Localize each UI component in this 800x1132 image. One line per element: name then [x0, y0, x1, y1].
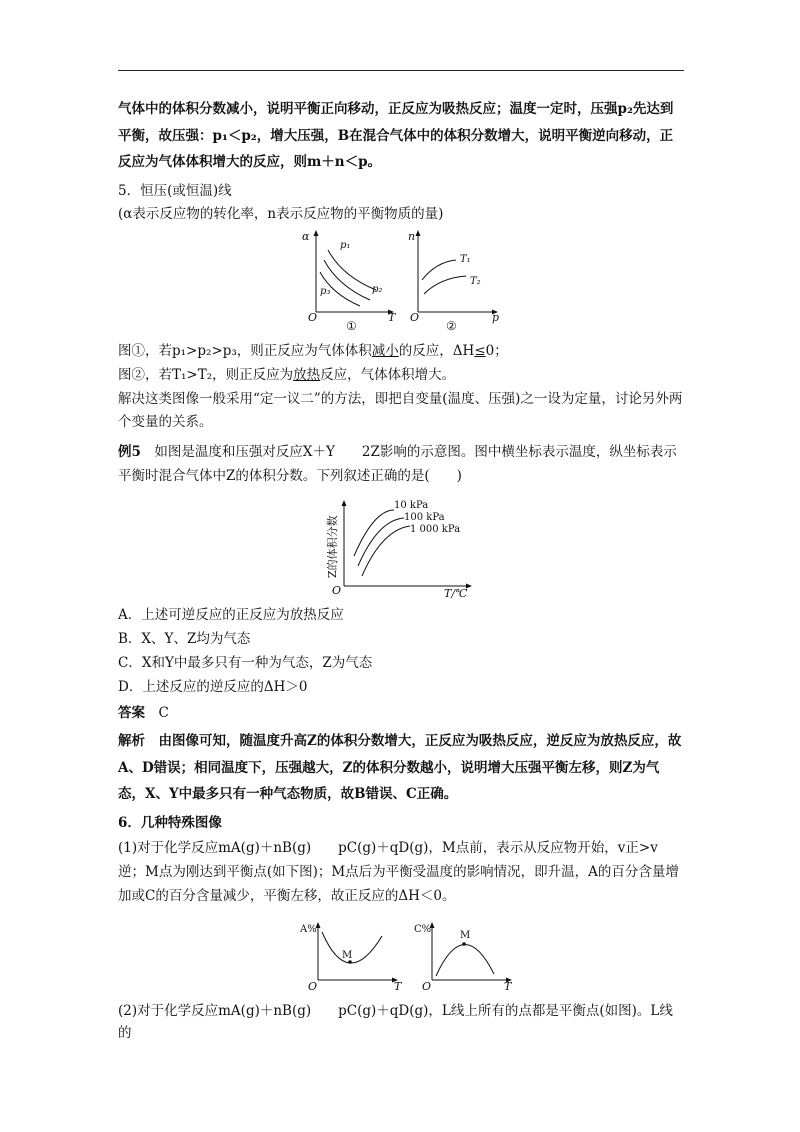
analysis-label: 解析	[118, 733, 145, 749]
fig5-curve	[436, 944, 494, 976]
fig1-y-label: α	[302, 230, 310, 243]
fig1-y-arrow	[314, 230, 319, 236]
fig4-x-label: T	[394, 980, 402, 993]
fig2-caption: ②	[446, 319, 457, 333]
fig1-label-p1: p₁	[340, 240, 351, 251]
fig1-curve-p2	[324, 260, 370, 300]
fig1-caption: ①	[346, 319, 357, 333]
paragraph-top: 气体中的体积分数减小，说明平衡正向移动，正反应为吸热反应；温度一定时，压强p₂先达到平衡，故压强：p₁＜p₂，增大压强，B在混合气体中的体积分数增大，说明平衡逆向移动，正反应为气体体积增大的反应，则m＋n＜p。	[118, 101, 674, 170]
answer-label: 答案	[118, 705, 145, 721]
fig3-label-1000kpa: 1 000 kPa	[410, 524, 461, 535]
fig2-curve-t1	[422, 260, 456, 280]
fig2-y-arrow	[416, 230, 421, 236]
option-c: C．X和Y中最多只有一种为气态，Z为气态	[118, 655, 373, 671]
figure-note-1: 图①，若p₁>p₂>p₃，则正反应为气体体积减小的反应，ΔH≤0；	[118, 343, 508, 359]
option-b: B．X、Y、Z均为气态	[118, 631, 251, 647]
figure-1	[298, 226, 402, 336]
fig3-y-label: Z的体积分数	[326, 515, 339, 578]
analysis-text: 由图像可知，随温度升高Z的体积分数增大，正反应为吸热反应，逆反应为放热反应，故A、D错误；相同温度下，压强越大，Z的体积分数越小，说明增大压强平衡左移，则Z为气态，X、Y中最多只有一种气态物质，故B错误、C正确。	[118, 733, 682, 802]
fig3-y-arrow	[342, 500, 347, 506]
option-d: D．上述反应的逆反应的ΔH＞0	[118, 679, 308, 695]
fig3-label-100kpa: 100 kPa	[404, 512, 445, 523]
method-paragraph: 解决这类图像一般采用“定一议二”的方法，即把自变量(温度、压强)之一设为定量，讨论另外两个变量的关系。	[118, 391, 683, 430]
example-5-label: 例5	[118, 444, 141, 460]
figure-note-2: 图②，若T₁>T₂，则正反应为放热反应，气体体积增大。	[118, 367, 456, 383]
fig1-label-p2: p₂	[372, 284, 383, 295]
section-6-title: 6．几种特殊图像	[118, 815, 222, 831]
fig5-point-m	[462, 942, 466, 946]
fig2-label-t2: T₂	[470, 276, 481, 287]
fig5-origin: O	[422, 980, 432, 993]
figure-3	[324, 496, 484, 604]
section-6-paragraph-1: (1)对于化学反应mA(g)＋nB(g) pC(g)＋qD(g)，M点前，表示从反应物开始，v正>v逆；M点为刚达到平衡点(如下图)；M点后为平衡受温度的影响情况，即升温，A的百分含量增加或C的百分含量减少，平衡左移，故正反应的ΔH＜0。	[118, 840, 679, 904]
section-6-paragraph-2: (2)对于化学反应mA(g)＋nB(g) pC(g)＋qD(g)，L线上所有的点都是平衡点(如图)。L线的	[118, 1003, 673, 1041]
option-a: A．上述可逆反应的正反应为放热反应	[118, 607, 344, 623]
fig3-label-10kpa: 10 kPa	[394, 500, 429, 511]
example-5-text: 如图是温度和压强对反应X＋Y 2Z影响的示意图。图中横坐标表示温度，纵坐标表示平衡时混合气体中Z的体积分数。下列叙述正确的是( )	[118, 444, 677, 484]
section-5-title: 5．恒压(或恒温)线	[118, 183, 232, 199]
fig3-origin: O	[332, 584, 342, 597]
fig5-point-label: M	[460, 930, 471, 941]
fig4-y-label: A%	[300, 924, 317, 935]
fig5-x-label: T	[504, 980, 512, 993]
fig1-x-label: T	[388, 311, 396, 324]
figure-4	[300, 918, 410, 994]
analysis-paragraph	[118, 728, 684, 808]
fig3-curve-100kpa	[358, 518, 404, 566]
fig2-label-t1: T₁	[460, 254, 471, 265]
header-rule	[118, 70, 684, 71]
answer-value: C	[145, 705, 169, 721]
fig2-curve-t2	[424, 276, 466, 294]
fig3-curve-1000kpa	[362, 526, 410, 576]
fig1-curve-p1	[328, 250, 376, 290]
answer-line	[118, 702, 684, 724]
fig2-x-label: p	[492, 311, 500, 324]
fig1-origin: O	[308, 311, 318, 324]
fig2-origin: O	[410, 311, 420, 324]
example-5	[118, 440, 684, 488]
fig1-label-p3: p₃	[320, 286, 331, 297]
section-5-note: (α表示反应物的转化率，n表示反应物的平衡物质的量)	[118, 206, 444, 222]
figure-2	[402, 226, 506, 336]
fig4-point-label: M	[342, 950, 353, 961]
fig3-x-label: T/℃	[444, 587, 468, 600]
fig2-y-label: n	[408, 230, 416, 243]
fig4-origin: O	[308, 980, 318, 993]
fig3-curve-10kpa	[354, 510, 394, 556]
fig5-y-label: C%	[414, 924, 432, 935]
figure-5	[414, 918, 524, 994]
